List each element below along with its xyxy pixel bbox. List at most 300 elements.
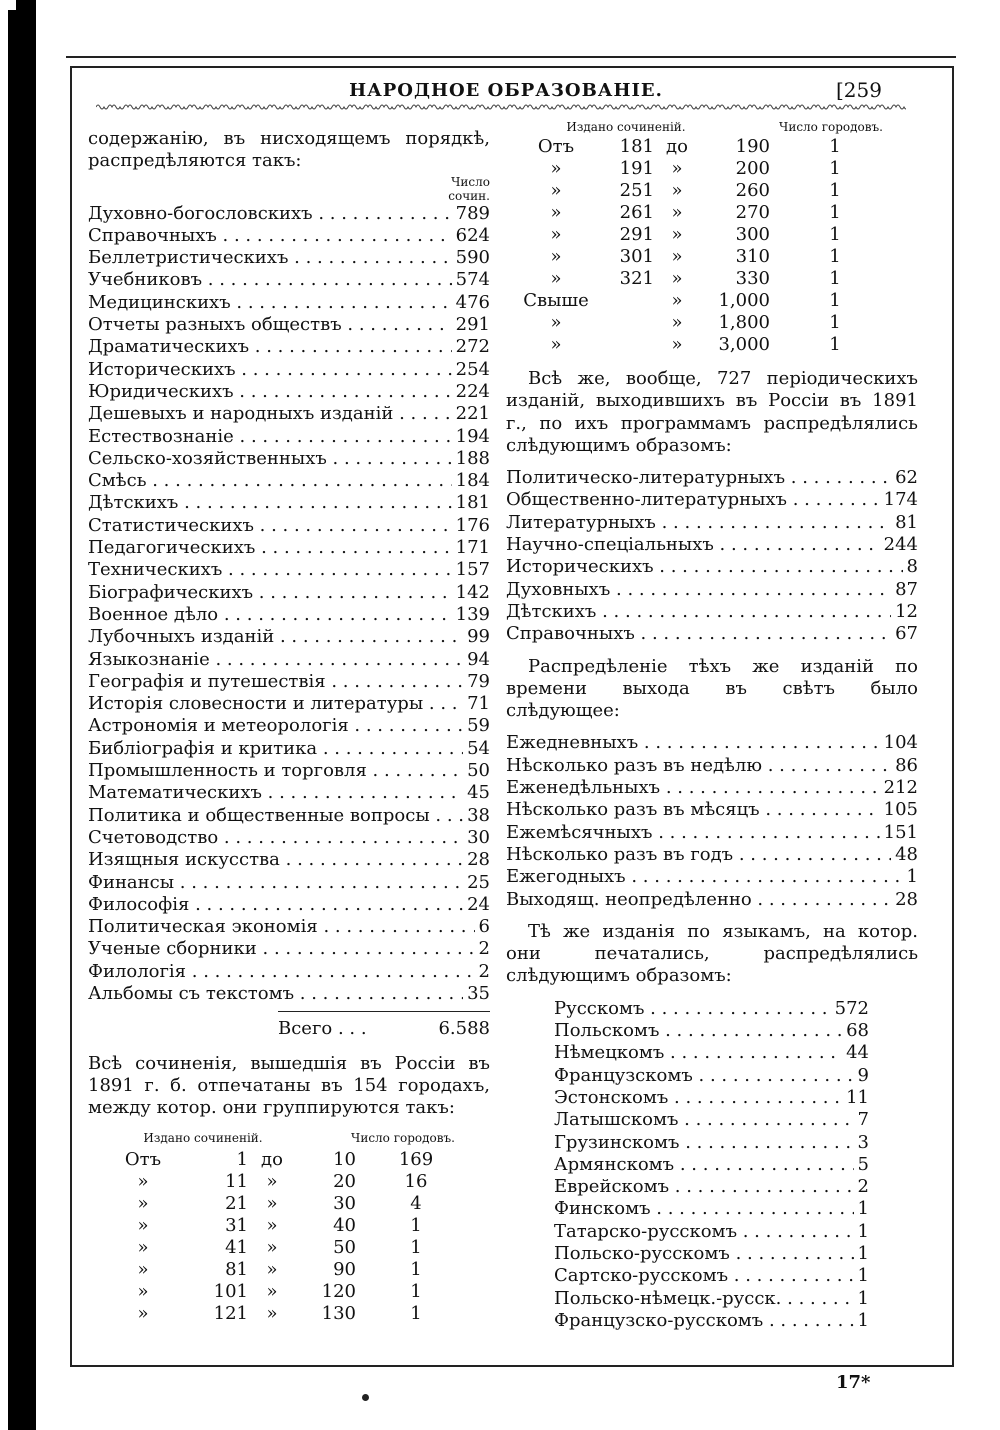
range-to: 1,800 bbox=[718, 312, 770, 333]
language-row-value: 9 bbox=[857, 1064, 869, 1086]
subject-row-name: Языкознаніе . . . bbox=[88, 649, 463, 671]
range-from: 251 bbox=[619, 180, 654, 201]
range-prefix: » bbox=[550, 334, 562, 355]
range-sep: » bbox=[671, 268, 683, 289]
city-count: 1 bbox=[829, 268, 841, 289]
range-to: 10 bbox=[333, 1149, 356, 1171]
language-row-value: 44 bbox=[846, 1042, 869, 1064]
subject-row-name: Драматическихъ . . . bbox=[88, 336, 452, 358]
range-from: 291 bbox=[619, 224, 654, 245]
right-table-head-cities: Число городовъ. bbox=[779, 120, 883, 134]
city-count: 1 bbox=[829, 312, 841, 333]
subject-row bbox=[88, 225, 490, 247]
program-row-name: Историческихъ . . . bbox=[506, 556, 903, 578]
subject-row-value: 221 bbox=[455, 403, 490, 425]
language-row-name: Латышскомъ . . . bbox=[554, 1109, 854, 1131]
language-row bbox=[554, 1288, 869, 1310]
program-row-value: 244 bbox=[883, 534, 918, 556]
language-row-value: 1 bbox=[857, 1309, 869, 1331]
city-count: 1 bbox=[410, 1215, 422, 1237]
language-row bbox=[554, 1109, 869, 1131]
subject-row-value: 99 bbox=[467, 626, 490, 648]
range-to: 20 bbox=[333, 1171, 356, 1193]
range-prefix: » bbox=[550, 158, 562, 179]
range-sep: » bbox=[671, 180, 683, 201]
range-sep: » bbox=[671, 202, 683, 223]
range-from: 301 bbox=[619, 246, 654, 267]
subject-row-value: 79 bbox=[467, 670, 490, 692]
right-table-head-works: Издано сочиненій. bbox=[566, 120, 686, 134]
language-row-value: 11 bbox=[846, 1086, 869, 1108]
table-row bbox=[88, 1171, 490, 1193]
language-row-name: Армянскомъ . . . bbox=[554, 1154, 854, 1176]
subject-row-name: Филологія . . . bbox=[88, 961, 475, 983]
subject-row-name: Географія и путешествія . . . bbox=[88, 671, 463, 693]
program-row-name: Справочныхъ . . . bbox=[506, 623, 891, 645]
subject-row bbox=[88, 649, 490, 671]
subject-row-value: 2 bbox=[478, 938, 490, 960]
subject-row bbox=[88, 269, 490, 291]
language-row-name: Финскомъ . . . bbox=[554, 1198, 854, 1220]
language-row-name: Польско-нѣмецк.-русск. . . . bbox=[554, 1288, 854, 1310]
city-count: 1 bbox=[829, 180, 841, 201]
range-from: 121 bbox=[213, 1303, 248, 1325]
frequency-row-name: Еженедѣльныхъ . . . bbox=[506, 777, 880, 799]
subject-row-value: 6 bbox=[478, 916, 490, 938]
language-row-name: Грузинскомъ . . . bbox=[554, 1132, 854, 1154]
subject-row bbox=[88, 381, 490, 403]
language-row-name: Польско-русскомъ . . . bbox=[554, 1243, 854, 1265]
range-to: 3,000 bbox=[718, 334, 770, 355]
subject-row-value: 139 bbox=[455, 603, 490, 625]
range-from: 321 bbox=[619, 268, 654, 289]
program-row-name: Научно-спеціальныхъ . . . bbox=[506, 534, 880, 556]
subject-row-value: 2 bbox=[478, 960, 490, 982]
subject-row bbox=[88, 515, 490, 537]
subject-row-value: 254 bbox=[455, 358, 490, 380]
subject-row-value: 171 bbox=[455, 537, 490, 559]
city-count: 1 bbox=[829, 246, 841, 267]
range-prefix: Отъ bbox=[537, 136, 575, 157]
subject-row bbox=[88, 983, 490, 1005]
subject-row-name: Астрономія и метеорологія . . . bbox=[88, 715, 463, 737]
subject-row-name: Военное дѣло . . . bbox=[88, 604, 452, 626]
subject-row-value: 590 bbox=[455, 247, 490, 269]
range-prefix: » bbox=[550, 246, 562, 267]
left-intro: содержанію, въ нисходящемъ порядкѣ, распредѣляются такъ: bbox=[88, 128, 490, 172]
program-row-name: Дѣтскихъ . . . bbox=[506, 601, 891, 623]
program-row-name: Духовныхъ . . . bbox=[506, 579, 891, 601]
left-column bbox=[88, 128, 490, 1325]
top-rule bbox=[66, 56, 956, 58]
range-to: 330 bbox=[735, 268, 770, 289]
frequency-row-name: Нѣсколько разъ въ недѣлю . . . bbox=[506, 755, 891, 777]
frequency-row-name: Нѣсколько разъ въ годъ . . . bbox=[506, 844, 891, 866]
range-prefix: » bbox=[137, 1171, 149, 1193]
subject-row-name: Лубочныхъ изданій . . . bbox=[88, 626, 463, 648]
range-from: 31 bbox=[225, 1215, 248, 1237]
range-from: 41 bbox=[225, 1237, 248, 1259]
subject-row bbox=[88, 760, 490, 782]
left-para2: Всѣ сочиненія, вышедшія въ Россіи въ 1891 г. б. отпечатаны въ 154 городахъ, между котор. они группируются такъ: bbox=[88, 1052, 490, 1119]
subject-row-name: Политическая экономія . . . bbox=[88, 916, 475, 938]
subject-row-name: Изящныя искусства . . . bbox=[88, 849, 463, 871]
range-sep: до bbox=[666, 136, 688, 157]
frequency-row bbox=[506, 732, 918, 754]
subject-row-value: 224 bbox=[455, 380, 490, 402]
table-row bbox=[506, 180, 918, 202]
range-sep: » bbox=[671, 246, 683, 267]
subject-row-name: Отчеты разныхъ обществъ . . . bbox=[88, 314, 452, 336]
subject-row-value: 181 bbox=[455, 492, 490, 514]
subject-row bbox=[88, 938, 490, 960]
table-row bbox=[506, 224, 918, 246]
table-row bbox=[88, 1193, 490, 1215]
program-row bbox=[506, 467, 918, 489]
range-prefix: » bbox=[550, 268, 562, 289]
range-from: 81 bbox=[225, 1259, 248, 1281]
table-row bbox=[506, 158, 918, 180]
program-row-name: Политическо-литературныхъ . . . bbox=[506, 467, 891, 489]
range-from: 101 bbox=[213, 1281, 248, 1303]
subject-row-name: Юридическихъ . . . bbox=[88, 381, 452, 403]
frequency-row bbox=[506, 755, 918, 777]
city-count: 1 bbox=[829, 290, 841, 311]
program-row-value: 8 bbox=[906, 556, 918, 578]
range-prefix: » bbox=[137, 1303, 149, 1325]
range-prefix: » bbox=[550, 180, 562, 201]
range-from: 191 bbox=[619, 158, 654, 179]
spine-cap bbox=[8, 0, 16, 10]
subject-row-value: 176 bbox=[455, 514, 490, 536]
subject-row bbox=[88, 403, 490, 425]
subject-row bbox=[88, 626, 490, 648]
subject-row-name: Политика и общественные вопросы . . . bbox=[88, 805, 463, 827]
total-value: 6.588 bbox=[438, 1018, 490, 1040]
subject-row-name: Философія . . . bbox=[88, 894, 463, 916]
subject-row-name: Техническихъ . . . bbox=[88, 559, 452, 581]
subject-row-name: Сельско-хозяйственныхъ . . . bbox=[88, 448, 452, 470]
subject-row bbox=[88, 827, 490, 849]
program-row-name: Общественно-литературныхъ . . . bbox=[506, 489, 880, 511]
frequency-row bbox=[506, 799, 918, 821]
frequency-row-name: Нѣсколько разъ въ мѣсяцъ . . . bbox=[506, 799, 880, 821]
table-row bbox=[88, 1259, 490, 1281]
frequency-row-value: 48 bbox=[895, 843, 918, 865]
frequency-row-value: 86 bbox=[895, 754, 918, 776]
range-prefix: Свыше bbox=[523, 290, 589, 311]
right-table-head bbox=[506, 120, 918, 134]
table-row bbox=[88, 1237, 490, 1259]
right-city-table bbox=[506, 136, 918, 356]
language-row-name: Татарско-русскомъ . . . bbox=[554, 1221, 854, 1243]
range-prefix: Отъ bbox=[124, 1149, 162, 1171]
right-para3: Тѣ же изданія по языкамъ, на котор. они печатались, распредѣлялись слѣдующимъ образомъ: bbox=[506, 920, 918, 987]
column-header bbox=[88, 175, 490, 203]
range-from: 1 bbox=[236, 1149, 248, 1171]
subject-row bbox=[88, 203, 490, 225]
language-row bbox=[554, 1020, 869, 1042]
frequency-row-value: 28 bbox=[895, 888, 918, 910]
subject-row-name: Беллетристическихъ . . . bbox=[88, 247, 452, 269]
range-sep: » bbox=[266, 1171, 278, 1193]
right-column bbox=[506, 120, 918, 1332]
wavy-rule bbox=[96, 102, 906, 112]
program-row-value: 67 bbox=[895, 623, 918, 645]
total-label: Всего . . . bbox=[278, 1018, 367, 1040]
language-list bbox=[554, 998, 869, 1332]
subject-row bbox=[88, 782, 490, 804]
table-row bbox=[506, 290, 918, 312]
frequency-row-value: 104 bbox=[883, 732, 918, 754]
subject-row bbox=[88, 916, 490, 938]
subject-row bbox=[88, 805, 490, 827]
subject-row bbox=[88, 426, 490, 448]
subject-row-value: 38 bbox=[467, 804, 490, 826]
book-spine bbox=[0, 0, 36, 1430]
right-para2: Распредѣленіе тѣхъ же изданій по времени выхода въ свѣтъ было слѣдующее: bbox=[506, 655, 918, 722]
program-row-value: 62 bbox=[895, 467, 918, 489]
subject-list bbox=[88, 203, 490, 1006]
subject-row bbox=[88, 693, 490, 715]
language-row-value: 3 bbox=[857, 1131, 869, 1153]
language-row-value: 5 bbox=[857, 1153, 869, 1175]
language-row bbox=[554, 1243, 869, 1265]
subject-row-name: Біографическихъ . . . bbox=[88, 582, 452, 604]
range-to: 310 bbox=[735, 246, 770, 267]
subject-row-name: Естествознаніе . . . bbox=[88, 426, 452, 448]
table-row bbox=[506, 334, 918, 356]
range-prefix: » bbox=[137, 1259, 149, 1281]
subject-row bbox=[88, 671, 490, 693]
table-row bbox=[88, 1303, 490, 1325]
subject-row-name: Смѣсь . . . bbox=[88, 470, 452, 492]
subject-row bbox=[88, 492, 490, 514]
subject-row-name: Промышленность и торговля . . . bbox=[88, 760, 463, 782]
subject-row-value: 25 bbox=[467, 871, 490, 893]
subject-row bbox=[88, 559, 490, 581]
range-sep: » bbox=[671, 334, 683, 355]
range-prefix: » bbox=[137, 1193, 149, 1215]
program-row bbox=[506, 556, 918, 578]
city-count: 1 bbox=[829, 224, 841, 245]
page bbox=[36, 0, 1000, 1430]
program-row-value: 12 bbox=[895, 600, 918, 622]
range-to: 1,000 bbox=[718, 290, 770, 311]
frequency-row bbox=[506, 889, 918, 911]
subject-row-value: 45 bbox=[467, 782, 490, 804]
table-row bbox=[506, 268, 918, 290]
range-from: 21 bbox=[225, 1193, 248, 1215]
language-row-name: Эстонскомъ . . . bbox=[554, 1087, 842, 1109]
range-to: 260 bbox=[735, 180, 770, 201]
range-from: 261 bbox=[619, 202, 654, 223]
language-row bbox=[554, 1132, 869, 1154]
city-count: 1 bbox=[410, 1259, 422, 1281]
range-to: 50 bbox=[333, 1237, 356, 1259]
spine-edge bbox=[0, 0, 8, 1430]
range-sep: » bbox=[266, 1281, 278, 1303]
program-row bbox=[506, 534, 918, 556]
subject-row-name: Учебниковъ . . . bbox=[88, 269, 452, 291]
range-to: 120 bbox=[321, 1281, 356, 1303]
subject-row-value: 59 bbox=[467, 715, 490, 737]
program-row-value: 87 bbox=[895, 578, 918, 600]
program-row bbox=[506, 579, 918, 601]
frequency-row bbox=[506, 866, 918, 888]
frequency-row-value: 105 bbox=[883, 799, 918, 821]
language-row bbox=[554, 1221, 869, 1243]
table-row bbox=[506, 246, 918, 268]
range-sep: » bbox=[671, 312, 683, 333]
subject-row-value: 71 bbox=[467, 693, 490, 715]
column-header-line2: сочин. bbox=[448, 188, 490, 203]
range-to: 130 bbox=[321, 1303, 356, 1325]
ink-dot bbox=[362, 1394, 369, 1401]
range-sep: » bbox=[266, 1303, 278, 1325]
language-row-name: Сартско-русскомъ . . . bbox=[554, 1265, 854, 1287]
table-row bbox=[88, 1281, 490, 1303]
frequency-list bbox=[506, 732, 918, 910]
range-sep: » bbox=[266, 1259, 278, 1281]
right-para1: Всѣ же, вообще, 727 періодическихъ изданій, выходившихъ въ Россіи въ 1891 г., по ихъ программамъ распредѣлялись слѣдующимъ образомъ: bbox=[506, 368, 918, 456]
language-row-name: Польскомъ . . . bbox=[554, 1020, 842, 1042]
language-row bbox=[554, 1087, 869, 1109]
language-row-value: 1 bbox=[857, 1287, 869, 1309]
subject-row-name: Библіографія и критика . . . bbox=[88, 738, 463, 760]
subject-row bbox=[88, 604, 490, 626]
range-prefix: » bbox=[137, 1281, 149, 1303]
language-row bbox=[554, 1265, 869, 1287]
subject-row-name: Счетоводство . . . bbox=[88, 827, 463, 849]
city-count: 1 bbox=[829, 202, 841, 223]
subject-row bbox=[88, 314, 490, 336]
subject-row bbox=[88, 961, 490, 983]
subject-row-value: 188 bbox=[455, 447, 490, 469]
subject-row-name: Финансы . . . bbox=[88, 872, 463, 894]
subject-row bbox=[88, 738, 490, 760]
subject-row-value: 157 bbox=[455, 559, 490, 581]
language-row-value: 1 bbox=[857, 1220, 869, 1242]
language-row bbox=[554, 1065, 869, 1087]
city-count: 16 bbox=[404, 1171, 428, 1193]
language-row-name: Нѣмецкомъ . . . bbox=[554, 1042, 842, 1064]
range-prefix: » bbox=[137, 1215, 149, 1237]
frequency-row bbox=[506, 822, 918, 844]
table-row bbox=[88, 1149, 490, 1171]
city-count: 1 bbox=[829, 136, 841, 157]
subject-row bbox=[88, 849, 490, 871]
left-table-head-works: Издано сочиненій. bbox=[143, 1131, 263, 1146]
total-row bbox=[278, 1011, 490, 1040]
page-number: [259 bbox=[836, 78, 882, 102]
language-row-name: Французскомъ . . . bbox=[554, 1065, 854, 1087]
subject-row-value: 54 bbox=[467, 737, 490, 759]
subject-row-name: Ученые сборники . . . bbox=[88, 938, 475, 960]
subject-row-name: Педагогическихъ . . . bbox=[88, 537, 452, 559]
subject-row bbox=[88, 470, 490, 492]
frequency-row-name: Выходящ. неопредѣленно . . . bbox=[506, 889, 891, 911]
table-row bbox=[506, 202, 918, 224]
subject-row-name: Альбомы съ текстомъ . . . bbox=[88, 983, 463, 1005]
table-row bbox=[88, 1215, 490, 1237]
subject-row-name: Математическихъ . . . bbox=[88, 782, 463, 804]
subject-row-value: 789 bbox=[455, 202, 490, 224]
range-prefix: » bbox=[550, 224, 562, 245]
language-row-value: 572 bbox=[834, 997, 869, 1019]
language-row-value: 1 bbox=[857, 1198, 869, 1220]
subject-row bbox=[88, 537, 490, 559]
column-header-line1: Число bbox=[451, 174, 490, 189]
subject-row-value: 50 bbox=[467, 760, 490, 782]
range-from: 181 bbox=[619, 136, 654, 157]
subject-row-value: 291 bbox=[455, 314, 490, 336]
subject-row-name: Дешевыхъ и народныхъ изданій . . . bbox=[88, 403, 452, 425]
language-row bbox=[554, 998, 869, 1020]
frequency-row bbox=[506, 777, 918, 799]
subject-row-value: 94 bbox=[467, 648, 490, 670]
city-count: 1 bbox=[410, 1237, 422, 1259]
range-sep: » bbox=[266, 1193, 278, 1215]
range-to: 40 bbox=[333, 1215, 356, 1237]
range-prefix: » bbox=[550, 312, 562, 333]
language-row bbox=[554, 1198, 869, 1220]
frequency-row-value: 1 bbox=[906, 866, 918, 888]
range-sep: » bbox=[671, 158, 683, 179]
subject-row-value: 574 bbox=[455, 269, 490, 291]
range-from: 11 bbox=[225, 1171, 248, 1193]
subject-row bbox=[88, 247, 490, 269]
program-row bbox=[506, 489, 918, 511]
range-sep: » bbox=[671, 290, 683, 311]
frequency-row-name: Ежегодныхъ . . . bbox=[506, 866, 903, 888]
language-row-value: 68 bbox=[846, 1020, 869, 1042]
page-title: НАРОДНОЕ ОБРАЗОВАНІЕ. bbox=[349, 80, 663, 101]
language-row bbox=[554, 1176, 869, 1198]
frequency-row-value: 151 bbox=[883, 821, 918, 843]
table-row bbox=[506, 312, 918, 334]
program-row-value: 174 bbox=[883, 489, 918, 511]
subject-row-name: Дѣтскихъ . . . bbox=[88, 492, 452, 514]
language-row-name: Еврейскомъ . . . bbox=[554, 1176, 854, 1198]
subject-row-value: 24 bbox=[467, 893, 490, 915]
language-row bbox=[554, 1154, 869, 1176]
subject-row bbox=[88, 715, 490, 737]
language-row bbox=[554, 1042, 869, 1064]
subject-row-name: Исторія словесности и литературы . . . bbox=[88, 693, 463, 715]
subject-row-value: 476 bbox=[455, 291, 490, 313]
language-row-value: 7 bbox=[857, 1109, 869, 1131]
subject-row-name: Справочныхъ . . . bbox=[88, 225, 452, 247]
range-sep: » bbox=[266, 1215, 278, 1237]
city-count: 169 bbox=[398, 1149, 434, 1171]
program-row-value: 81 bbox=[895, 511, 918, 533]
language-row-value: 1 bbox=[857, 1242, 869, 1264]
subject-row-name: Статистическихъ . . . bbox=[88, 515, 452, 537]
city-count: 1 bbox=[829, 158, 841, 179]
program-row bbox=[506, 623, 918, 645]
range-to: 270 bbox=[735, 202, 770, 223]
range-to: 300 bbox=[735, 224, 770, 245]
range-sep: » bbox=[671, 224, 683, 245]
language-row-name: Французско-русскомъ . . . bbox=[554, 1310, 854, 1332]
subject-row bbox=[88, 336, 490, 358]
city-count: 1 bbox=[829, 334, 841, 355]
left-table-head-cities: Число городовъ. bbox=[351, 1131, 455, 1146]
subject-row-name: Духовно-богословскихъ . . . bbox=[88, 203, 452, 225]
frequency-row-name: Ежедневныхъ . . . bbox=[506, 732, 880, 754]
subject-row-value: 30 bbox=[467, 826, 490, 848]
